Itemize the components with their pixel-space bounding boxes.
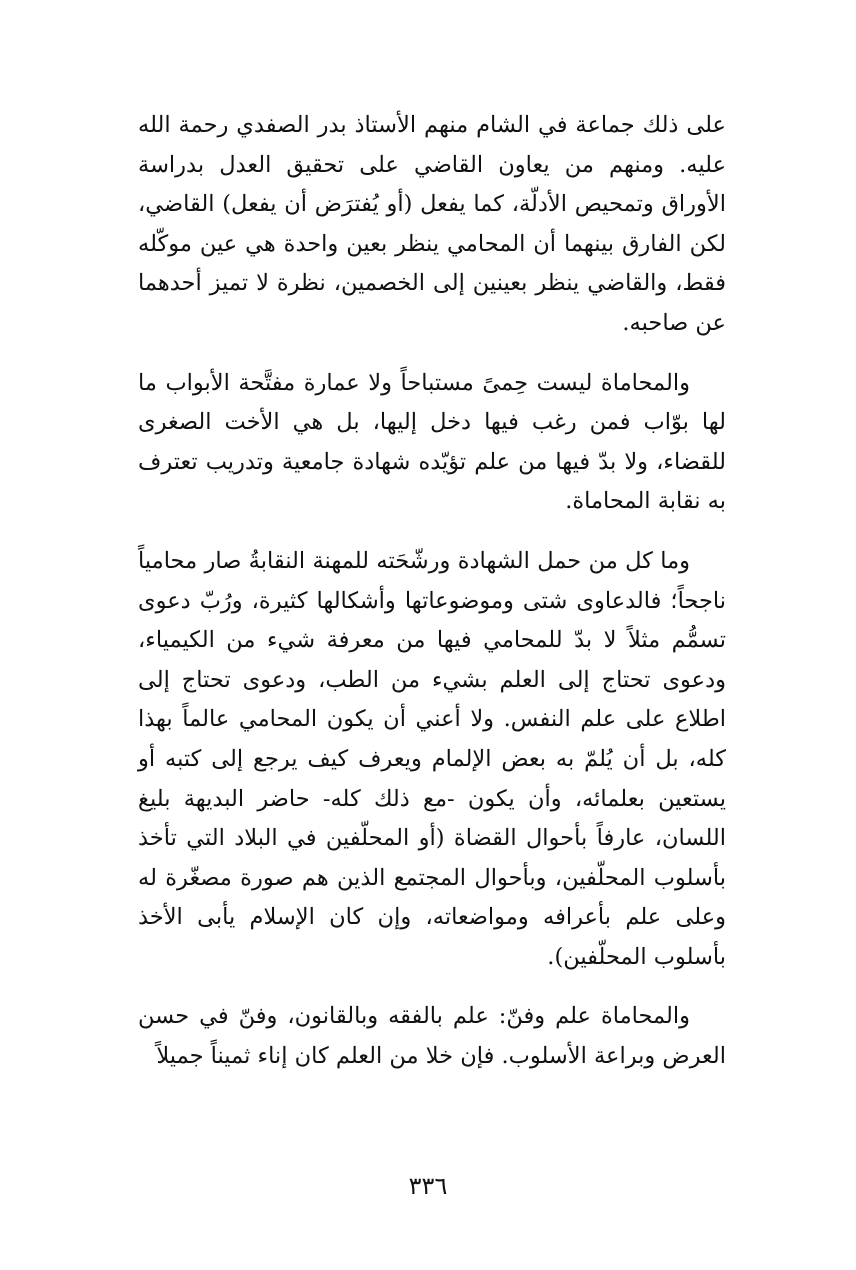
body-text [138, 106, 726, 1097]
paragraph-4: والمحاماة علم وفنّ: علم بالفقه وبالقانون، وفنّ في حسن العرض وبراعة الأسلوب. فإن خلا من العلم كان إناء ثميناً جميلاً [138, 1003, 726, 1070]
paragraph-2: والمحاماة ليست حِمىً مستباحاً ولا عمارة مفتَّحة الأبواب ما لها بوّاب فمن رغب فيها دخل إليها، بل هي الأخت الصغرى للقضاء، ولا بدّ فيها من علم تؤيّده شهادة جامعية وتدريب تعترف به نقابة المحاماة. [138, 369, 726, 515]
paragraph-1: على ذلك جماعة في الشام منهم الأستاذ بدر الصفدي رحمة الله عليه. ومنهم من يعاون القاضي على تحقيق العدل بدراسة الأوراق وتمحيص الأدلّة، كما يفعل (أو يُفترَض أن يفعل) القاضي، لكن الفارق بينهما أن المحامي ينظر بعين واحدة هي عين موكّله فقط، والقاضي ينظر بعينين إلى الخصمين، نظرة لا تميز أحدهما عن صاحبه. [138, 112, 726, 336]
page-number: ٣٣٦ [408, 1172, 448, 1200]
paragraph-3: وما كل من حمل الشهادة ورشّحَته للمهنة النقابةُ صار محامياً ناجحاً؛ فالدعاوى شتى وموضوعاتها وأشكالها كثيرة، ورُبّ دعوى تسمُّم مثلاً لا بدّ للمحامي فيها من معرفة شيء من الكيمياء، ودعوى تحتاج إلى العلم بشيء من الطب، ودعوى تحتاج إلى اطلاع على علم النفس. ولا أعني أن يكون المحامي عالماً بهذا كله، بل أن يُلمّ به بعض الإلمام ويعرف كيف يرجع إلى كتبه أو يستعين بعلمائه، وأن يكون -مع ذلك كله- حاضر البديهة بليغ اللسان، عارفاً بأحوال القضاة (أو المحلّفين في البلاد التي تأخذ بأسلوب المحلّفين، وبأحوال المجتمع الذين هم صورة مصغّرة له وعلى علم بأعرافه ومواضعاته، وإن كان الإسلام يأبى الأخذ بأسلوب المحلّفين). [138, 547, 726, 970]
